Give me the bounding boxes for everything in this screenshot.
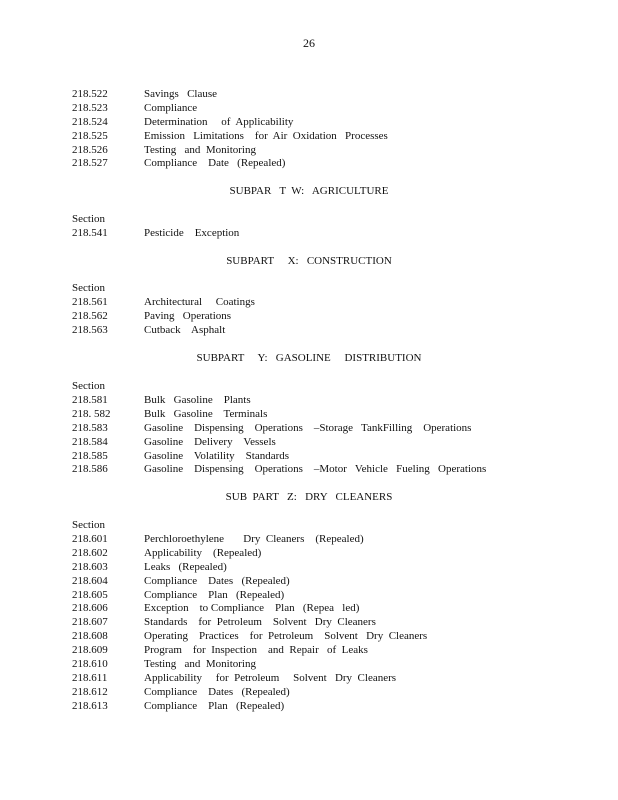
section-number: 218.523: [72, 101, 108, 114]
section-entry: [72, 700, 552, 714]
section-number: 218.561: [72, 296, 108, 308]
section-entry: [72, 88, 552, 102]
section-entry: [72, 616, 552, 630]
section-number: 218.522: [72, 88, 108, 100]
section-number: 218.603: [72, 560, 108, 573]
section-title: Compliance Dates (Repealed): [144, 574, 290, 587]
section-number: 218.612: [72, 685, 108, 698]
section-number: 218.586: [72, 463, 108, 476]
section-entry: [72, 310, 552, 324]
section-number: 218.527: [72, 157, 108, 170]
section-entry: [72, 630, 552, 644]
section-entry: [72, 575, 552, 589]
section-title: Program for Inspection and Repair of Leaks: [144, 644, 368, 657]
section-entry: [72, 533, 552, 547]
section-label-x: Section: [72, 282, 105, 294]
section-entry: [72, 436, 552, 450]
section-entry: [72, 408, 552, 422]
section-list-subpart-x: [72, 296, 552, 338]
section-number: 218.608: [72, 630, 108, 643]
section-entry: [72, 450, 552, 464]
section-number: 218.611: [72, 671, 108, 684]
section-entry: [72, 116, 552, 130]
section-title: Pesticide Exception: [144, 227, 240, 239]
section-number: 218.604: [72, 574, 108, 587]
section-title: Perchloroethylene Dry Cleaners (Repealed): [144, 533, 364, 545]
section-number: 218.609: [72, 644, 108, 657]
section-title: Bulk Gasoline Terminals: [144, 407, 268, 420]
section-label-y: Section: [72, 380, 105, 392]
section-title: Savings Clause: [144, 88, 218, 100]
subpart-heading-z: SUB PART Z: DRY CLEANERS: [225, 491, 393, 503]
section-number: 218.583: [72, 421, 108, 434]
section-entry: [72, 561, 552, 575]
section-number: 218.602: [72, 546, 108, 559]
section-number: 218.563: [72, 323, 108, 336]
section-list-subpart-v: [72, 88, 552, 171]
section-entry: [72, 296, 552, 310]
section-number: 218.606: [72, 602, 108, 615]
section-title: Gasoline Dispensing Operations –Motor Vehicle Fueling Operations: [144, 463, 487, 476]
section-entry: [72, 144, 552, 158]
section-number: 218.613: [72, 699, 108, 712]
section-number: 218.605: [72, 588, 108, 601]
section-title: Compliance Dates (Repealed): [144, 685, 290, 698]
section-list-subpart-z: [72, 533, 552, 714]
section-entry: [72, 644, 552, 658]
section-entry: [72, 157, 552, 171]
section-entry: [72, 130, 552, 144]
section-number: 218.562: [72, 309, 108, 322]
section-number: 218. 582: [72, 407, 111, 420]
section-number: 218.525: [72, 129, 108, 142]
section-title: Compliance: [144, 101, 198, 114]
section-entry: [72, 602, 552, 616]
section-entry: [72, 102, 552, 116]
section-title: Applicability for Petroleum Solvent Dry Cleaners: [144, 671, 397, 684]
section-title: Bulk Gasoline Plants: [144, 394, 251, 406]
section-title: Compliance Plan (Repealed): [144, 699, 285, 712]
section-title: Gasoline Delivery Vessels: [144, 435, 276, 448]
section-number: 218.601: [72, 533, 108, 545]
section-title: Compliance Date (Repealed): [144, 157, 286, 170]
section-entry: [72, 394, 552, 408]
section-entry: [72, 422, 552, 436]
section-label-z: Section: [72, 519, 105, 531]
section-number: 218.581: [72, 394, 108, 406]
section-number: 218.541: [72, 227, 108, 239]
section-entry: [72, 658, 552, 672]
section-entry: [72, 589, 552, 603]
section-entry: [72, 672, 552, 686]
section-entry: [72, 686, 552, 700]
subpart-heading-y: SUBPART Y: GASOLINE DISTRIBUTION: [196, 352, 422, 364]
section-title: Testing and Monitoring: [144, 658, 256, 671]
page-number: 26: [303, 36, 315, 50]
section-entry: [72, 324, 552, 338]
section-title: Standards for Petroleum Solvent Dry Cleaners: [144, 616, 376, 629]
section-label-w: Section: [72, 213, 105, 225]
section-title: Operating Practices for Petroleum Solvent Dry Cleaners: [144, 630, 428, 643]
subpart-heading-w: SUBPAR T W: AGRICULTURE: [229, 185, 389, 197]
section-list-subpart-y: [72, 394, 552, 477]
section-title: Applicability (Repealed): [144, 546, 262, 559]
subpart-heading-x: SUBPART X: CONSTRUCTION: [226, 255, 392, 267]
section-number: 218.526: [72, 143, 108, 156]
section-title: Gasoline Dispensing Operations –Storage TankFilling Operations: [144, 421, 472, 434]
section-title: Determination of Applicability: [144, 115, 294, 128]
section-title: Architectural Coatings: [144, 296, 255, 308]
section-title: Leaks (Repealed): [144, 560, 227, 573]
section-title: Exception to Compliance Plan (Repea led): [144, 602, 360, 615]
section-number: 218.585: [72, 449, 108, 462]
section-number: 218.607: [72, 616, 108, 629]
section-title: Emission Limitations for Air Oxidation Processes: [144, 129, 388, 142]
section-list-subpart-w: [72, 227, 552, 241]
section-number: 218.610: [72, 658, 108, 671]
section-number: 218.524: [72, 115, 108, 128]
section-title: Paving Operations: [144, 309, 232, 322]
section-entry: [72, 463, 552, 477]
section-title: Cutback Asphalt: [144, 323, 226, 336]
section-title: Testing and Monitoring: [144, 143, 256, 156]
section-title: Gasoline Volatility Standards: [144, 449, 290, 462]
section-entry: [72, 227, 552, 241]
section-entry: [72, 547, 552, 561]
section-number: 218.584: [72, 435, 108, 448]
section-title: Compliance Plan (Repealed): [144, 588, 285, 601]
